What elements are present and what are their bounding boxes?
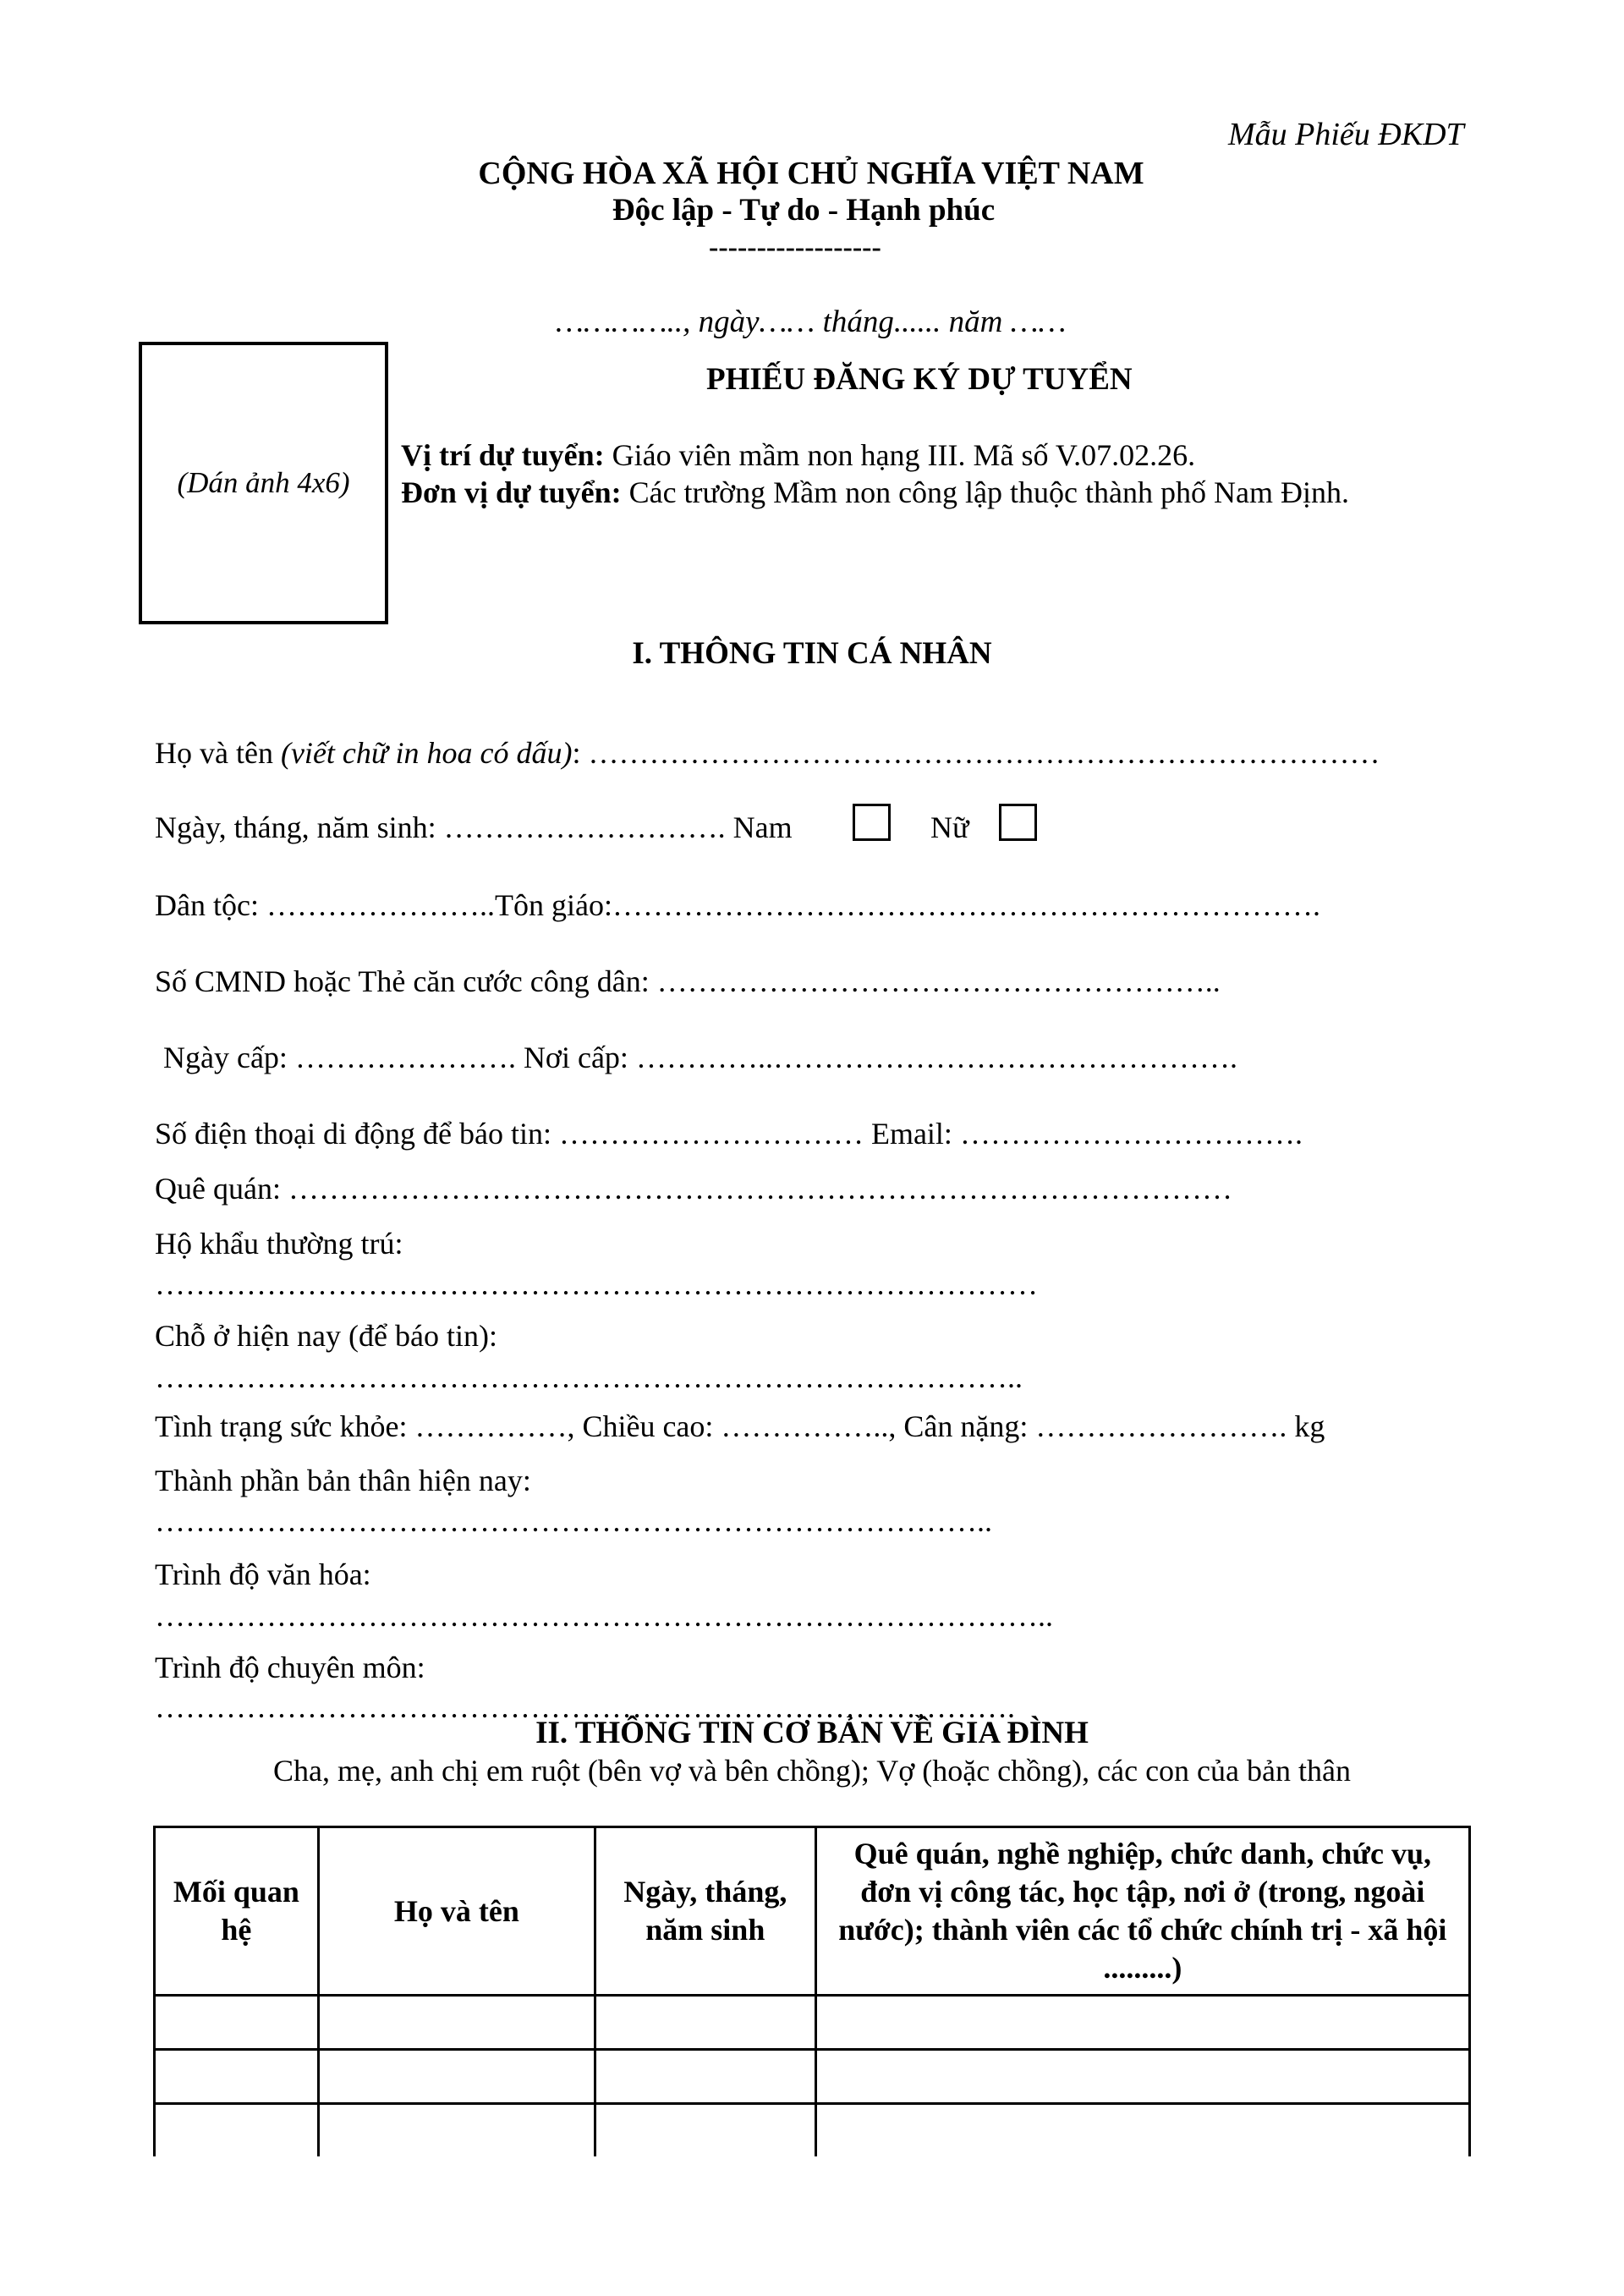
male-label: Nam [732, 810, 793, 844]
family-table [153, 1826, 1471, 2156]
header-details: Quê quán, nghề nghiệp, chức danh, chức vụ, đơn vị công tác, học tập, nơi ở (trong, ngoài nước); thành viên các tổ chức chính trị - xã hội .........) [815, 1827, 1469, 1996]
health-input[interactable]: …………… [414, 1409, 568, 1443]
header-date-of-birth: Ngày, tháng, năm sinh [595, 1827, 816, 1996]
religion-label: Tôn giáo: [494, 888, 612, 922]
full-name-label: Họ và tên [155, 736, 281, 770]
ethnicity-input[interactable]: ………………….. [266, 888, 495, 922]
permanent-address-label: Hộ khẩu thường trú: [155, 1227, 403, 1261]
header-full-name: Họ và tên [318, 1827, 595, 1996]
id-field [155, 966, 1221, 997]
form-code: Mẫu Phiếu ĐKDT [1228, 117, 1464, 152]
weight-label: , Cân nặng: [888, 1409, 1036, 1443]
issue-date-label: Ngày cấp: [163, 1041, 295, 1074]
form-title: PHIẾU ĐĂNG KÝ DỰ TUYỂN [706, 362, 1133, 397]
hometown-field [155, 1173, 1232, 1204]
health-label: Tình trạng sức khỏe: [155, 1409, 415, 1443]
height-input[interactable]: …………….. [721, 1409, 889, 1443]
table-cell[interactable] [815, 2050, 1469, 2104]
religion-input[interactable]: ……………………………………………………………. [612, 888, 1320, 922]
table-cell[interactable] [318, 1996, 595, 2050]
female-label: Nữ [930, 810, 969, 844]
full-name-field [155, 738, 1380, 768]
contact-field [155, 1118, 1303, 1149]
table-cell[interactable] [595, 1996, 816, 2050]
email-label: Email: [870, 1117, 960, 1151]
table-cell[interactable] [155, 2104, 319, 2157]
dob-input[interactable]: ………………………. [443, 810, 733, 844]
phone-label: Số điện thoại di động để báo tin: [155, 1117, 559, 1151]
unit-value: Các trường Mầm non công lập thuộc thành phố Nam Định. [621, 475, 1349, 509]
hometown-input[interactable]: ………………………………………………………………………………… [288, 1172, 1232, 1206]
separator: ------------------ [709, 232, 881, 263]
issue-field [163, 1042, 1237, 1073]
issue-place-input[interactable]: …………..………………………………………. [635, 1041, 1237, 1074]
id-label: Số CMND hoặc Thẻ căn cước công dân: [155, 964, 657, 998]
unit-line [401, 477, 1349, 508]
education-input[interactable]: …………………………………………………………………………….. [155, 1599, 1053, 1633]
height-label: , Chiều cao: [567, 1409, 721, 1443]
photo-label: (Dán ảnh 4x6) [177, 466, 350, 499]
expertise-input[interactable]: …………………………………………………………………………. [155, 1690, 1015, 1724]
female-checkbox[interactable] [999, 804, 1037, 841]
table-row [155, 1996, 1470, 2050]
health-field [155, 1411, 1325, 1442]
weight-input[interactable]: ……………………. [1035, 1409, 1295, 1443]
full-name-hint: (viết chữ in hoa có dấu) [280, 736, 573, 770]
hometown-label: Quê quán: [155, 1172, 288, 1206]
family-table-header [155, 1827, 1470, 1996]
id-input[interactable]: ……………………………………………….. [656, 964, 1221, 998]
dob-field [155, 812, 793, 843]
dob-label: Ngày, tháng, năm sinh: [155, 810, 444, 844]
current-address-label: Chỗ ở hiện nay (để báo tin): [155, 1319, 497, 1353]
table-row [155, 2104, 1470, 2157]
weight-unit: kg [1294, 1409, 1325, 1443]
table-cell[interactable] [815, 2104, 1469, 2157]
ethnicity-label: Dân tộc: [155, 888, 266, 922]
full-name-colon: : [572, 736, 589, 770]
section-family-info-subtitle: Cha, mẹ, anh chị em ruột (bên vợ và bên chồng); Vợ (hoặc chồng), các con của bản thân [273, 1754, 1351, 1788]
section-personal-info-title: I. THÔNG TIN CÁ NHÂN [632, 636, 992, 671]
position-label: Vị trí dự tuyển: [401, 438, 605, 472]
expertise-label: Trình độ chuyên môn: [155, 1651, 425, 1684]
table-cell[interactable] [595, 2104, 816, 2157]
table-cell[interactable] [318, 2050, 595, 2104]
header-relationship: Mối quan hệ [155, 1827, 319, 1996]
table-cell[interactable] [595, 2050, 816, 2104]
position-line [401, 440, 1195, 470]
photo-placeholder [139, 342, 388, 624]
table-cell[interactable] [318, 2104, 595, 2157]
position-value: Giáo viên mầm non hạng III. Mã số V.07.02.26. [604, 438, 1196, 472]
nation-heading: CỘNG HÒA XÃ HỘI CHỦ NGHĨA VIỆT NAM [478, 156, 1144, 191]
date-line[interactable]: ………….., ngày…… tháng...... năm …… [556, 305, 1067, 339]
full-name-input[interactable]: …………………………………………………………………… [588, 736, 1380, 770]
issue-date-input[interactable]: …………………. [294, 1041, 524, 1074]
unit-label: Đơn vị dự tuyển: [401, 475, 622, 509]
table-cell[interactable] [155, 2050, 319, 2104]
current-address-input[interactable]: ………………………………………………………………………….. [155, 1360, 1023, 1394]
background-label: Thành phần bản thân hiện nay: [155, 1464, 531, 1497]
permanent-address-input[interactable]: …………………………………………………………………………… [155, 1267, 1038, 1301]
education-label: Trình độ văn hóa: [155, 1557, 371, 1591]
motto: Độc lập - Tự do - Hạnh phúc [612, 193, 996, 228]
male-checkbox[interactable] [853, 804, 891, 841]
background-input[interactable]: ……………………………………………………………………….. [155, 1504, 992, 1538]
table-cell[interactable] [155, 1996, 319, 2050]
table-row [155, 2050, 1470, 2104]
phone-input[interactable]: ………………………… [558, 1117, 871, 1151]
ethnicity-religion-field [155, 890, 1320, 920]
section-family-info-title: II. THÔNG TIN CƠ BẢN VỀ GIA ĐÌNH [535, 1716, 1089, 1750]
email-input[interactable]: ……………………………. [959, 1117, 1303, 1151]
table-cell[interactable] [815, 1996, 1469, 2050]
issue-place-label: Nơi cấp: [523, 1041, 636, 1074]
